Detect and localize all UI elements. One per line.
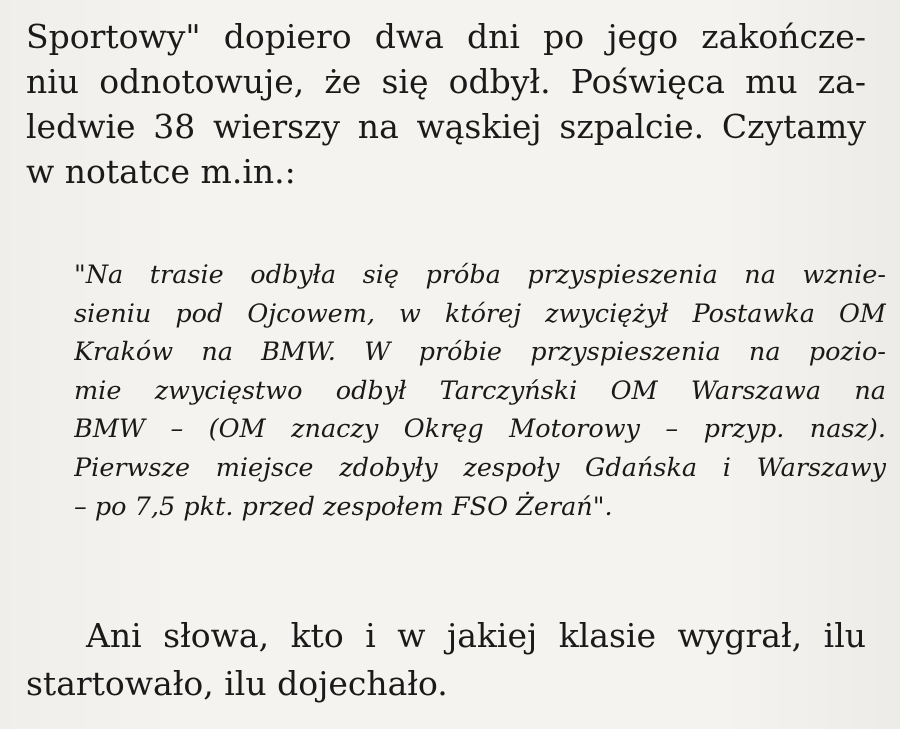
text-line: startowało, ilu dojechało. bbox=[26, 664, 448, 703]
quote-line: – po 7,5 pkt. przed zespołem FSO Żerań". bbox=[74, 491, 613, 522]
text-line: Ani słowa, kto i w jakiej klasie wygrał, ilu bbox=[86, 616, 866, 655]
quote-line: Pierwsze miejsce zdobyły zespoły Gdańska i Warszawy bbox=[74, 452, 886, 483]
quote-line: "Na trasie odbyła się próba przyspieszenia na wznie- bbox=[74, 260, 886, 290]
text-line: ledwie 38 wierszy na wąskiej szpalcie. Czytamy bbox=[26, 107, 866, 146]
quoted-excerpt bbox=[74, 256, 886, 526]
quote-line: Kraków na BMW. W próbie przyspieszenia na pozio- bbox=[74, 337, 886, 368]
text-line: niu odnotowuje, że się odbył. Poświęca mu za- bbox=[26, 62, 866, 101]
quote-line: mie zwycięstwo odbył Tarczyński OM Warszawa na bbox=[74, 375, 886, 406]
text-line: Sportowy" dopiero dwa dni po jego zakończe- bbox=[26, 17, 866, 56]
quote-line: BMW – (OM znaczy Okręg Motorowy – przyp. nasz). bbox=[74, 414, 886, 445]
body-paragraph-1 bbox=[26, 14, 866, 194]
text-line: w notatce m.in.: bbox=[26, 152, 296, 191]
body-paragraph-2 bbox=[26, 612, 866, 708]
quote-line: sieniu pod Ojcowem, w której zwyciężył Postawka OM bbox=[74, 298, 886, 329]
